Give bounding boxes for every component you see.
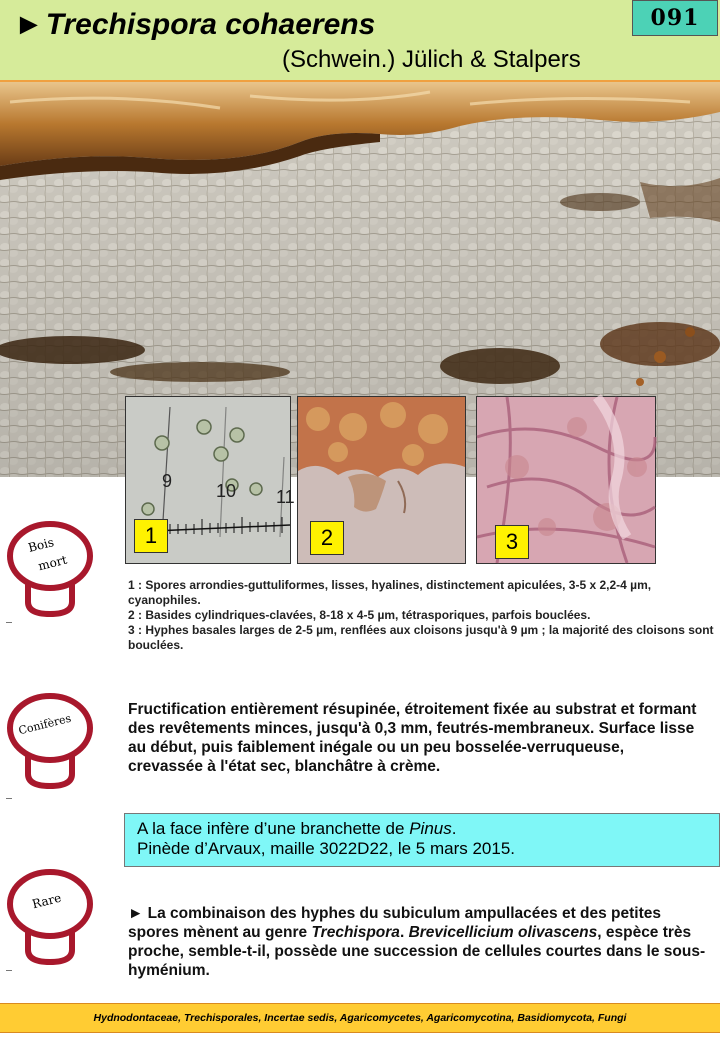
mushroom-stamp-icon [6,866,94,971]
habitat-line-2: Pinède d’Arvaux, maille 3022D22, le 5 mars 2015. [137,839,515,858]
macro-description: Fructification entièrement résupinée, étroitement fixée au substrat et formant des revêtements minces, jusqu'à 0,3 mm, feutrés-membraneux. Surface lisse au début, puis faiblement inégale ou un peu bosselée-verruqueuse, crevassée à l'état sec, blanchâtre à crème. [128,701,697,775]
rarity-stamp [6,866,94,971]
micrograph-hyphae [476,396,656,564]
micrograph-basidia [297,396,466,564]
species-name: Trechispora cohaerens [45,8,376,41]
scale-number-9: 9 [162,471,173,491]
sheet-number: 091 [632,0,718,36]
caption-hyphae: 3 : Hyphes basales larges de 2-5 µm, renflées aux cloisons jusqu'à 9 µm ; la majorité des cloisons sont bouclées. [128,623,714,652]
caption-basidia: 2 : Basides cylindriques-clavées, 8-18 x 4-5 µm, tétrasporiques, parfois bouclées. [128,608,591,622]
species-title [14,8,375,42]
substrate-stamp [6,518,94,623]
note-genus: Trechispora [311,924,400,941]
note-arrow: ► [128,905,144,922]
habitat-line-1 [137,819,719,839]
habitat-suffix: . [451,819,457,838]
stamp-tick [6,798,12,799]
micrograph-captions [128,578,714,653]
mushroom-stamp-icon [6,690,94,795]
species-author: (Schwein.) Jülich & Stalpers [282,46,581,73]
note-part-2: . [399,924,409,941]
scale-number-11: 11 [276,487,295,507]
habitat-prefix: A la face infère d’une branchette de [137,819,410,838]
taxonomy-footer: Hydnodontaceae, Trechisporales, Incertae sedis, Agaricomycetes, Agaricomycotina, Basidiomycota, Fungi [0,1003,720,1033]
title-arrow: ► [14,8,44,41]
habitat-genus: Pinus [409,819,452,838]
stamp-text-bois: Bois [26,535,56,555]
host-stamp [6,690,94,795]
stamp-text-rare: Rare [30,890,63,912]
stamp-text-mort: mort [36,552,69,574]
note-species: Brevicellicium olivascens [408,924,598,941]
stamp-tick [6,970,12,971]
stamp-text-coniferes: Conifères [17,711,73,738]
header-banner [0,0,720,82]
stamp-tick [6,622,12,623]
habitat-box [124,813,720,867]
remarks [128,904,714,980]
note-part-1: La combinaison des hyphes du subiculum ampullacées et des petites spores mènent au genre [128,905,662,941]
scale-number-10: 10 [216,481,237,501]
micrograph-label-1: 1 [134,519,168,553]
micrograph-label-2: 2 [310,521,344,555]
caption-spores: 1 : Spores arrondies-guttuliformes, lisses, hyalines, distinctement apiculées, 3-5 x 2,2-4 µm, cyanophiles. [128,578,652,607]
micrograph-spores [125,396,295,564]
micrograph-label-3: 3 [495,525,529,559]
note-part-3: , espèce très proche, semble-t-il, possède une succession de cellules courtes dans le sous-hyménium. [128,924,706,979]
